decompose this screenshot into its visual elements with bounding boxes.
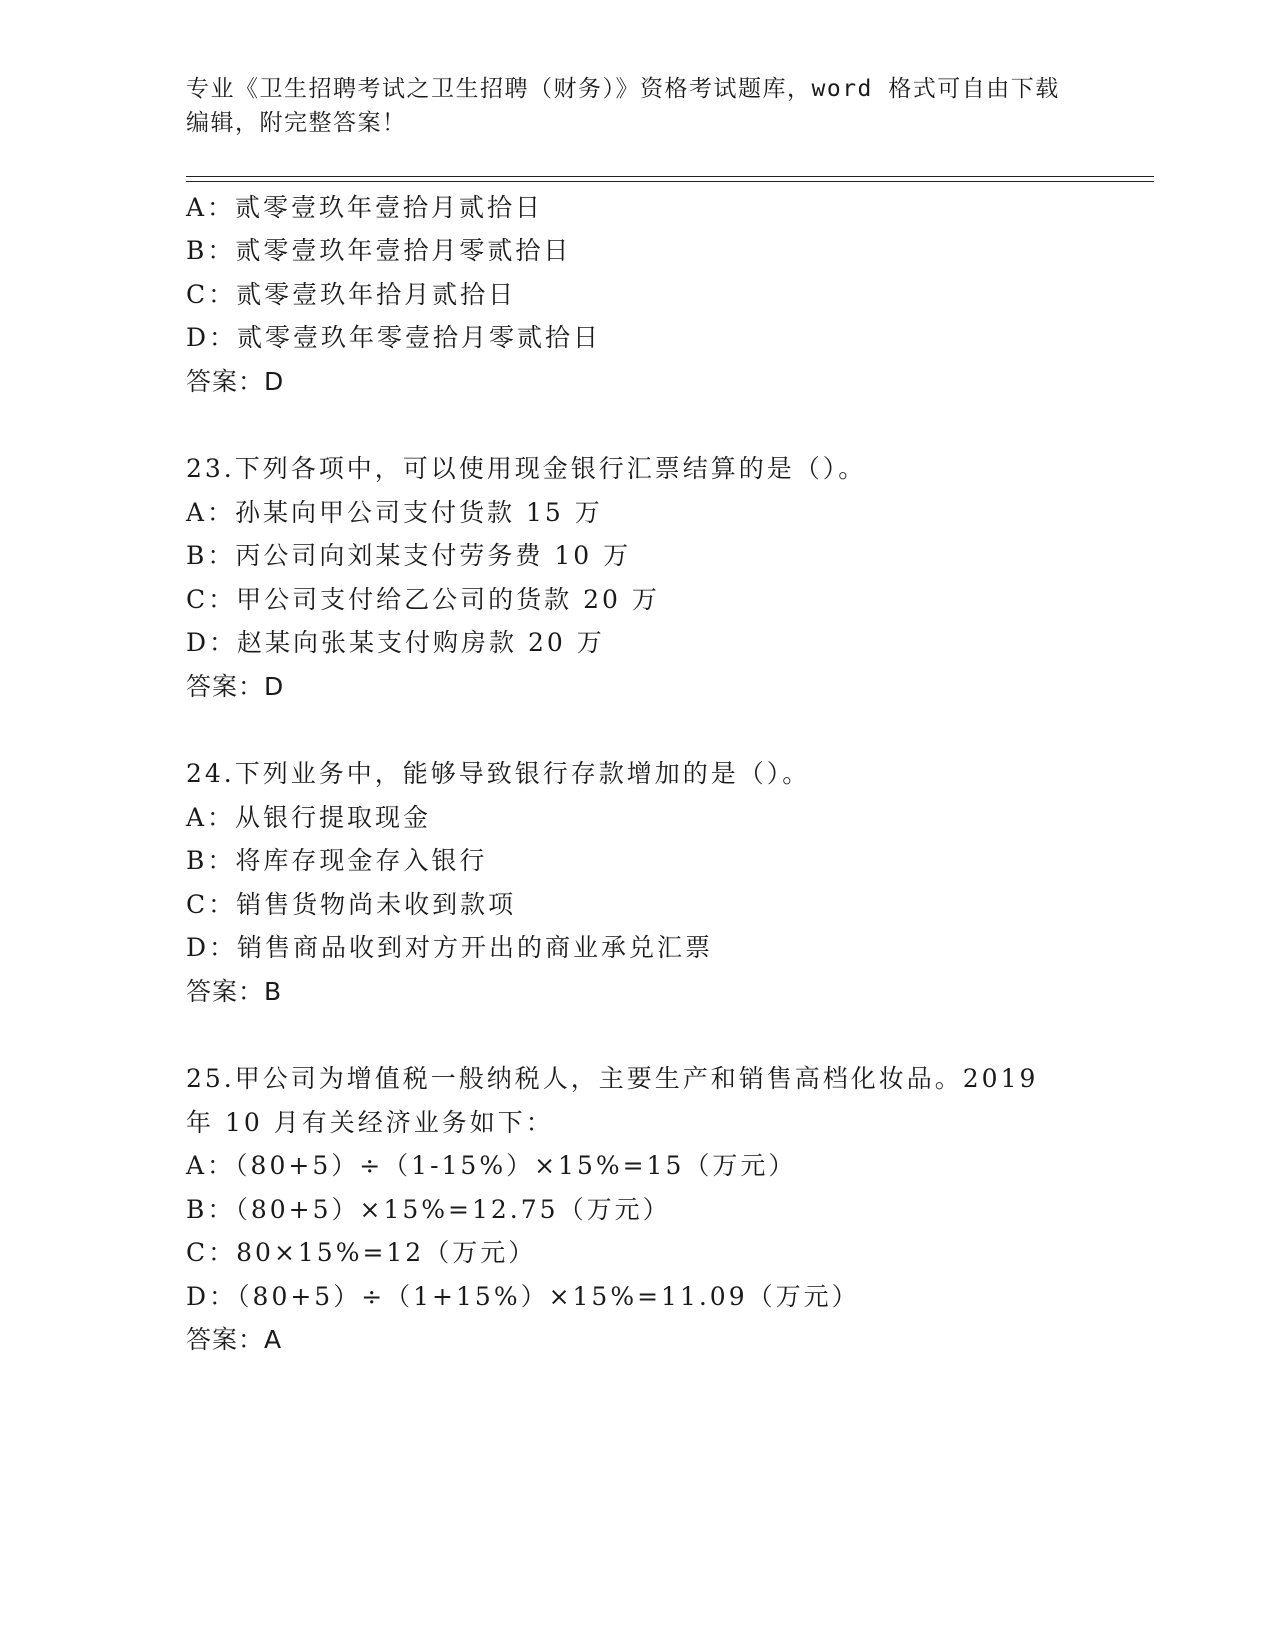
q25-stem-line-1: 25.甲公司为增值税一般纳税人，主要生产和销售高档化妆品。2019 <box>186 1064 1039 1093</box>
header-divider-bottom <box>186 181 1154 182</box>
q24-option-c: C：销售货物尚未收到款项 <box>186 890 517 919</box>
q23-option-a: A：孙某向甲公司支付货款 15 万 <box>186 498 603 527</box>
q23-option-b: B：丙公司向刘某支付劳务费 10 万 <box>186 541 632 570</box>
q22-option-b: B：贰零壹玖年壹拾月零贰拾日 <box>186 236 572 265</box>
document-header <box>186 72 1066 140</box>
q23-option-c: C：甲公司支付给乙公司的货款 20 万 <box>186 585 660 614</box>
q24-option-b: B：将库存现金存入银行 <box>186 846 488 875</box>
q25-option-c: C：80×15%=12（万元） <box>186 1238 537 1267</box>
q22-option-a: A：贰零壹玖年壹拾月贰拾日 <box>186 193 544 222</box>
header-line-1: 专业《卫生招聘考试之卫生招聘（财务）》资格考试题库，word 格式可自由下载 <box>186 76 1060 102</box>
q25-option-d: D：（80+5）÷（1+15%）×15%=11.09（万元） <box>186 1282 860 1311</box>
q23-option-d: D：赵某向张某支付购房款 20 万 <box>186 628 605 657</box>
header-divider-top <box>186 176 1154 177</box>
q25-option-a: A：（80+5）÷（1-15%）×15%=15（万元） <box>186 1151 797 1180</box>
q24-option-d: D：销售商品收到对方开出的商业承兑汇票 <box>186 933 714 962</box>
header-line-2: 编辑，附完整答案！ <box>186 110 407 136</box>
q22-answer: 答案：D <box>186 367 285 396</box>
q23-stem: 23.下列各项中，可以使用现金银行汇票结算的是（）。 <box>186 454 867 483</box>
q24-answer: 答案：B <box>186 977 283 1006</box>
q24-option-a: A：从银行提取现金 <box>186 803 432 832</box>
q22-option-d: D：贰零壹玖年零壹拾月零贰拾日 <box>186 323 602 352</box>
q25-stem-line-2: 年 10 月有关经济业务如下： <box>186 1108 554 1137</box>
q24-stem: 24.下列业务中，能够导致银行存款增加的是（）。 <box>186 759 811 788</box>
q23-answer: 答案：D <box>186 672 285 701</box>
q25-answer: 答案：A <box>186 1325 283 1354</box>
q22-option-c: C：贰零壹玖年拾月贰拾日 <box>186 280 517 309</box>
q25-option-b: B：（80+5）×15%=12.75（万元） <box>186 1195 671 1224</box>
